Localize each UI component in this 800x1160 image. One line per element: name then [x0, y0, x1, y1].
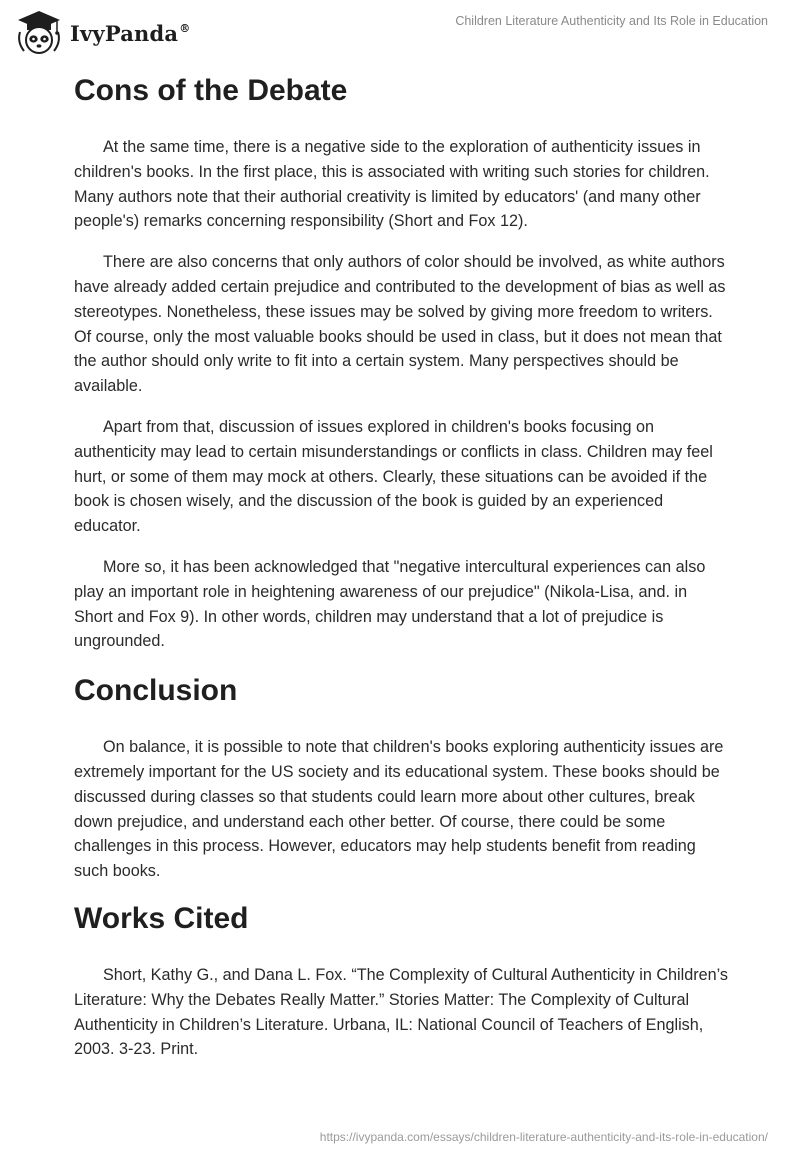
section-heading-works-cited: Works Cited — [74, 901, 249, 935]
ivypanda-logo[interactable] — [14, 8, 190, 58]
paragraph: On balance, it is possible to note that children's books exploring authenticity issues are extremely important for the US society and its educational system. These books should be discussed during classes so that students could learn more about other cultures, break down prejudice, and understand each other better. Of course, there could be some challenges in this process. However, educators may help students benefit from reading such books. — [74, 738, 724, 881]
paragraph: There are also concerns that only authors of color should be involved, as white authors have already added certain prejudice and contributed to the development of bias as well as stereotypes. Nonetheless, these issues may be solved by giving more freedom to writers. Of course, only the most valuable books should be used in class, but it does not mean that the author should only write to fit into a certain system. Many perspectives should be available. — [74, 253, 726, 396]
section-heading-conclusion: Conclusion — [74, 674, 238, 708]
panda-graduate-icon — [14, 8, 64, 58]
paragraph: At the same time, there is a negative side to the exploration of authenticity issues in children's books. In the first place, this is associated with writing such stories for children. Many authors note that their authorial creativity is limited by educators' (and many other people's) remarks concerning responsibility (Short and Fox 12). — [74, 138, 710, 231]
section-heading-cons: Cons of the Debate — [74, 74, 348, 107]
paragraph: Apart from that, discussion of issues explored in children's books focusing on authenticity may lead to certain misunderstandings or conflicts in class. Children may feel hurt, or some of them may mock at others. Clearly, these situations can be avoided if the book is chosen wisely, and the discussion of the book is guided by an experienced educator. — [74, 417, 713, 536]
brand-name: IvyPanda® — [70, 20, 191, 46]
essay-content — [74, 68, 730, 1062]
paragraph: More so, it has been acknowledged that "negative intercultural experiences can also play an important role in heightening awareness of our prejudice" (Nikola-Lisa, and. in Short and Fox 9). In other words, children may understand that a lot of prejudice is ungrounded. — [74, 557, 706, 651]
running-header-title: Children Literature Authenticity and Its Role in Education — [455, 14, 768, 28]
source-url-link[interactable]: https://ivypanda.com/essays/children-literature-authenticity-and-its-role-in-education/ — [319, 1130, 768, 1144]
citation-entry: Short, Kathy G., and Dana L. Fox. “The Complexity of Cultural Authenticity in Children’s Literature: Why the Debates Really Matter.” Stories Matter: The Complexity of Cultural Authenticity in Children’s Literature. Urbana, IL: National Council of Teachers of English, 2003. 3-23. Print. — [74, 965, 729, 1059]
